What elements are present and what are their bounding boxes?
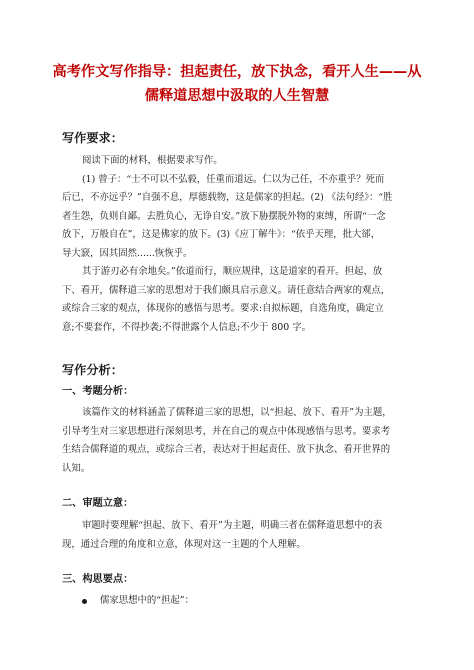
section-heading-topic-interpretation: 二、审题立意： — [62, 498, 134, 509]
key-point-bullet-text: 儒家思想中的“担起”： — [100, 595, 194, 606]
exam-analysis-line: 认知。 — [62, 463, 91, 474]
topic-interpretation-line: 现，通过合理的角度和立意，体现对这一主题的个人理解。 — [62, 539, 306, 550]
exam-analysis-line: 生结合儒释道的观点，或综合三者，表达对于担起责任、放下执念、看开世界的 — [62, 444, 391, 455]
requirements-line: 后已，不亦远乎？”自强不息，厚德载物，这是儒家的担起。(2) 《法句经》：“胜 — [62, 192, 393, 203]
requirements-line: 或综合三家的观点，体现你的感悟与思考。要求:自拟标题，自选角度，确定立 — [62, 303, 384, 314]
requirements-line: 阅读下面的材料，根据要求写作。 — [82, 155, 223, 166]
exam-analysis-line: 该篇作文的材料涵盖了儒释道三家的思想，以“担起、放下、看开”为主题， — [82, 407, 392, 418]
requirements-line: 者生怨，负则自鄙。去胜负心，无诤自安。”放下胁摆脱外物的束缚，所谓“一念 — [62, 211, 386, 222]
exam-analysis-line: 引导考生对三家思想进行深刻思考，并在自己的观点中体现感悟与思考。要求考 — [62, 426, 391, 437]
document-title-line-1: 高考作文写作指导：担起责任，放下执念，看开人生——从 — [52, 64, 422, 80]
requirements-line: 导大窾，因其固然......恢恢乎。 — [62, 248, 193, 259]
section-heading-exam-analysis: 一、考题分析： — [62, 386, 134, 397]
section-heading-key-points: 三、构思要点： — [62, 574, 134, 585]
requirements-line: 放下，万般自在”，这是佛家的放下。(3)《应丁解牛》：“依乎天理，批大郤， — [62, 229, 381, 240]
requirements-heading: 写作要求： — [62, 131, 123, 145]
topic-interpretation-line: 审题时要理解“担起、放下、看开”为主题，明确三者在儒释道思想中的表 — [82, 520, 383, 531]
bullet-dot-icon — [82, 599, 87, 604]
requirements-line: 其于游刃必有余地矣。”依道而行，顺应规律，这是道家的看开。担起、放 — [82, 266, 383, 277]
requirements-line: (1) 曾子：“士不可以不弘毅，任重而道远。仁以为己任，不亦重乎？死而 — [82, 174, 385, 185]
requirements-line: 意;不要套作，不得抄袭;不得泄露个人信息;不少于 800 字。 — [62, 322, 311, 333]
analysis-heading: 写作分析： — [62, 363, 123, 377]
document-title-line-2: 儒释道思想中汲取的人生智慧 — [144, 88, 330, 104]
requirements-line: 下、看开，儒释道三家的思想对于我们颇具启示意义。请任意结合两家的观点， — [62, 285, 391, 296]
